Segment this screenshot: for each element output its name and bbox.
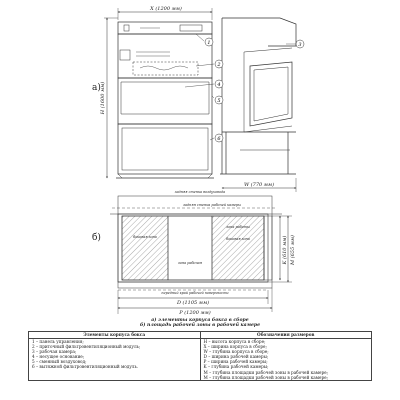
plan-view [110,196,292,314]
dim-k-label: K (610 мм) [282,235,288,265]
legend-element: 6 – вытяжной фильтровентиляционный модуль. [32,364,139,370]
legend-header-dims: Обозначения размеров [200,332,372,339]
legend-dims-cell [200,339,372,381]
legend-element: 2 – приточный фильтровентиляционный модуль; [32,344,141,350]
legend-dim: X – ширина корпуса в сборе; [203,344,267,350]
caption-line-2: б) площадь рабочей зоны в рабочей камере [139,323,261,328]
svg-text:2: 2 [217,62,221,68]
caption-line-1: а) элементы корпуса бокса в сборе [151,318,249,323]
legend-dim: M – глубина площадки рабочей зоны в рабочей камере; [203,374,329,380]
callout-4 [215,80,223,88]
legend-element: 4 – несущее основание; [32,354,85,360]
legend-dim: W – глубина корпуса в сборе; [203,349,269,355]
dim-x-label: X (1200 мм) [150,6,182,12]
callout-6 [215,134,223,142]
dim-w-label: W (770 мм) [243,182,275,188]
plan-front-edge: передний край рабочей поверхности [161,291,229,295]
legend-element: 5 – сменный воздуховод; [32,359,87,365]
legend-elements-cell [29,339,201,381]
dim-h-label: H (1600 мм) [100,81,106,115]
callout-1 [205,38,213,46]
plan-right-zone: зона работы [226,225,250,229]
panel-a-label: а) [92,83,101,93]
legend-dim: P – ширина рабочей камеры; [203,359,268,365]
svg-text:5: 5 [217,98,221,104]
svg-text:1: 1 [207,40,211,46]
legend-element: 1 – панель управления; [32,339,84,344]
svg-text:4: 4 [217,82,221,88]
legend-table [28,331,372,381]
svg-text:3: 3 [298,42,302,48]
legend-dim: D – ширина рабочей камеры; [203,354,269,360]
callout-3 [296,40,304,48]
legend-header-elements: Элементы корпуса бокса [29,332,201,339]
plan-left-zone: боковая зона [133,235,157,239]
plan-back-workzone: задняя стенка рабочей камеры [183,203,241,207]
plan-back-duct: задняя стенка воздуховода [174,190,226,194]
front-view [104,8,214,178]
callout-5 [215,96,223,104]
dim-d-label: D (1105 мм) [176,300,210,306]
legend-dim: K – глубина рабочей камеры; [203,364,269,370]
side-view [220,18,296,192]
legend-dim: H – высота корпуса в сборе; [203,339,266,344]
plan-center-zone: зона рабочая [178,261,202,265]
svg-text:6: 6 [217,136,221,142]
legend-dims-list [204,339,369,380]
legend-elements-list [32,339,197,370]
dim-p-label: P (1200 мм) [179,310,211,316]
panel-b-label: б) [92,233,101,243]
plan-side-panel: боковая зона [226,237,250,241]
callout-2 [215,60,223,68]
legend-dim: M – глубина площадки рабочей зоны в рабочей камере; [203,369,329,375]
legend-element: 3 – рабочая камера; [32,349,77,355]
dim-m-label: M (655 мм) [290,234,296,266]
